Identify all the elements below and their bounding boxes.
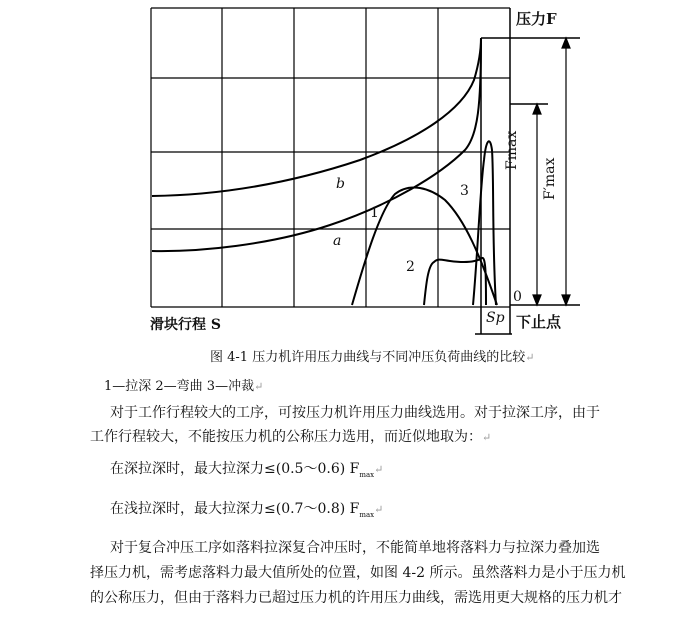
zero-label: 0 bbox=[513, 289, 522, 305]
para2-line3: 的公称压力，但由于落料力已超过压力机的许用压力曲线，需选用更大规格的压力机才 bbox=[90, 590, 622, 606]
return-mark: ↵ bbox=[254, 380, 264, 393]
para2-line1: 对于复合冲压工序如落料拉深复合冲压时，不能简单地将落料力与拉深力叠加选 bbox=[110, 540, 600, 556]
return-mark: ↵ bbox=[374, 503, 384, 516]
para1-line1: 对于工作行程较大的工序，可按压力机许用压力曲线选用。对于拉深工序，由于 bbox=[110, 405, 600, 421]
figure-legend bbox=[104, 378, 263, 396]
caption-text: 图 4-1 压力机许用压力曲线与不同冲压负荷曲线的比较 bbox=[210, 350, 526, 365]
deep-drawing-text: 在深拉深时，最大拉深力≤(0.5～0.6) F bbox=[110, 461, 360, 477]
bottom-dead-center-label: 下止点 bbox=[516, 313, 562, 331]
figure-caption bbox=[210, 349, 534, 367]
curve-3 bbox=[473, 141, 496, 305]
curve-1-label: 1 bbox=[370, 205, 379, 221]
para2-line2: 择压力机，需考虑落料力最大值所处的位置，如图 4-2 所示。虽然落料力是小于压力机 bbox=[90, 565, 626, 581]
shallow-drawing-text: 在浅拉深时，最大拉深力≤(0.7～0.8) F bbox=[110, 501, 360, 517]
max-subscript: max bbox=[359, 511, 375, 519]
curve-3-label: 3 bbox=[460, 183, 469, 199]
fmax-label: Fmax bbox=[504, 130, 520, 170]
return-mark: ↵ bbox=[482, 431, 492, 444]
slide-stroke-label: 滑块行程 S bbox=[150, 317, 221, 333]
return-mark: ↵ bbox=[374, 463, 384, 476]
return-mark: ↵ bbox=[525, 351, 535, 364]
curve-a bbox=[152, 38, 481, 251]
deep-drawing-line bbox=[110, 460, 383, 480]
max-subscript: max bbox=[359, 471, 375, 479]
sp-label: Sp bbox=[486, 310, 505, 326]
curve-2-label: 2 bbox=[406, 259, 415, 275]
para1-line2-text: 工作行程较大，不能按压力机的公称压力选用，而近似地取为： bbox=[90, 429, 482, 445]
fmax-prime-label: F′max bbox=[542, 157, 558, 200]
shallow-drawing-line bbox=[110, 500, 383, 520]
para1-line2 bbox=[90, 428, 491, 447]
curve-b-label: b bbox=[336, 176, 345, 192]
legend-text: 1—拉深 2—弯曲 3—冲裁 bbox=[104, 379, 255, 394]
curve-b bbox=[152, 38, 481, 196]
pressure-axis-label: 压力F bbox=[516, 10, 557, 28]
curve-a-label: a bbox=[333, 233, 342, 249]
